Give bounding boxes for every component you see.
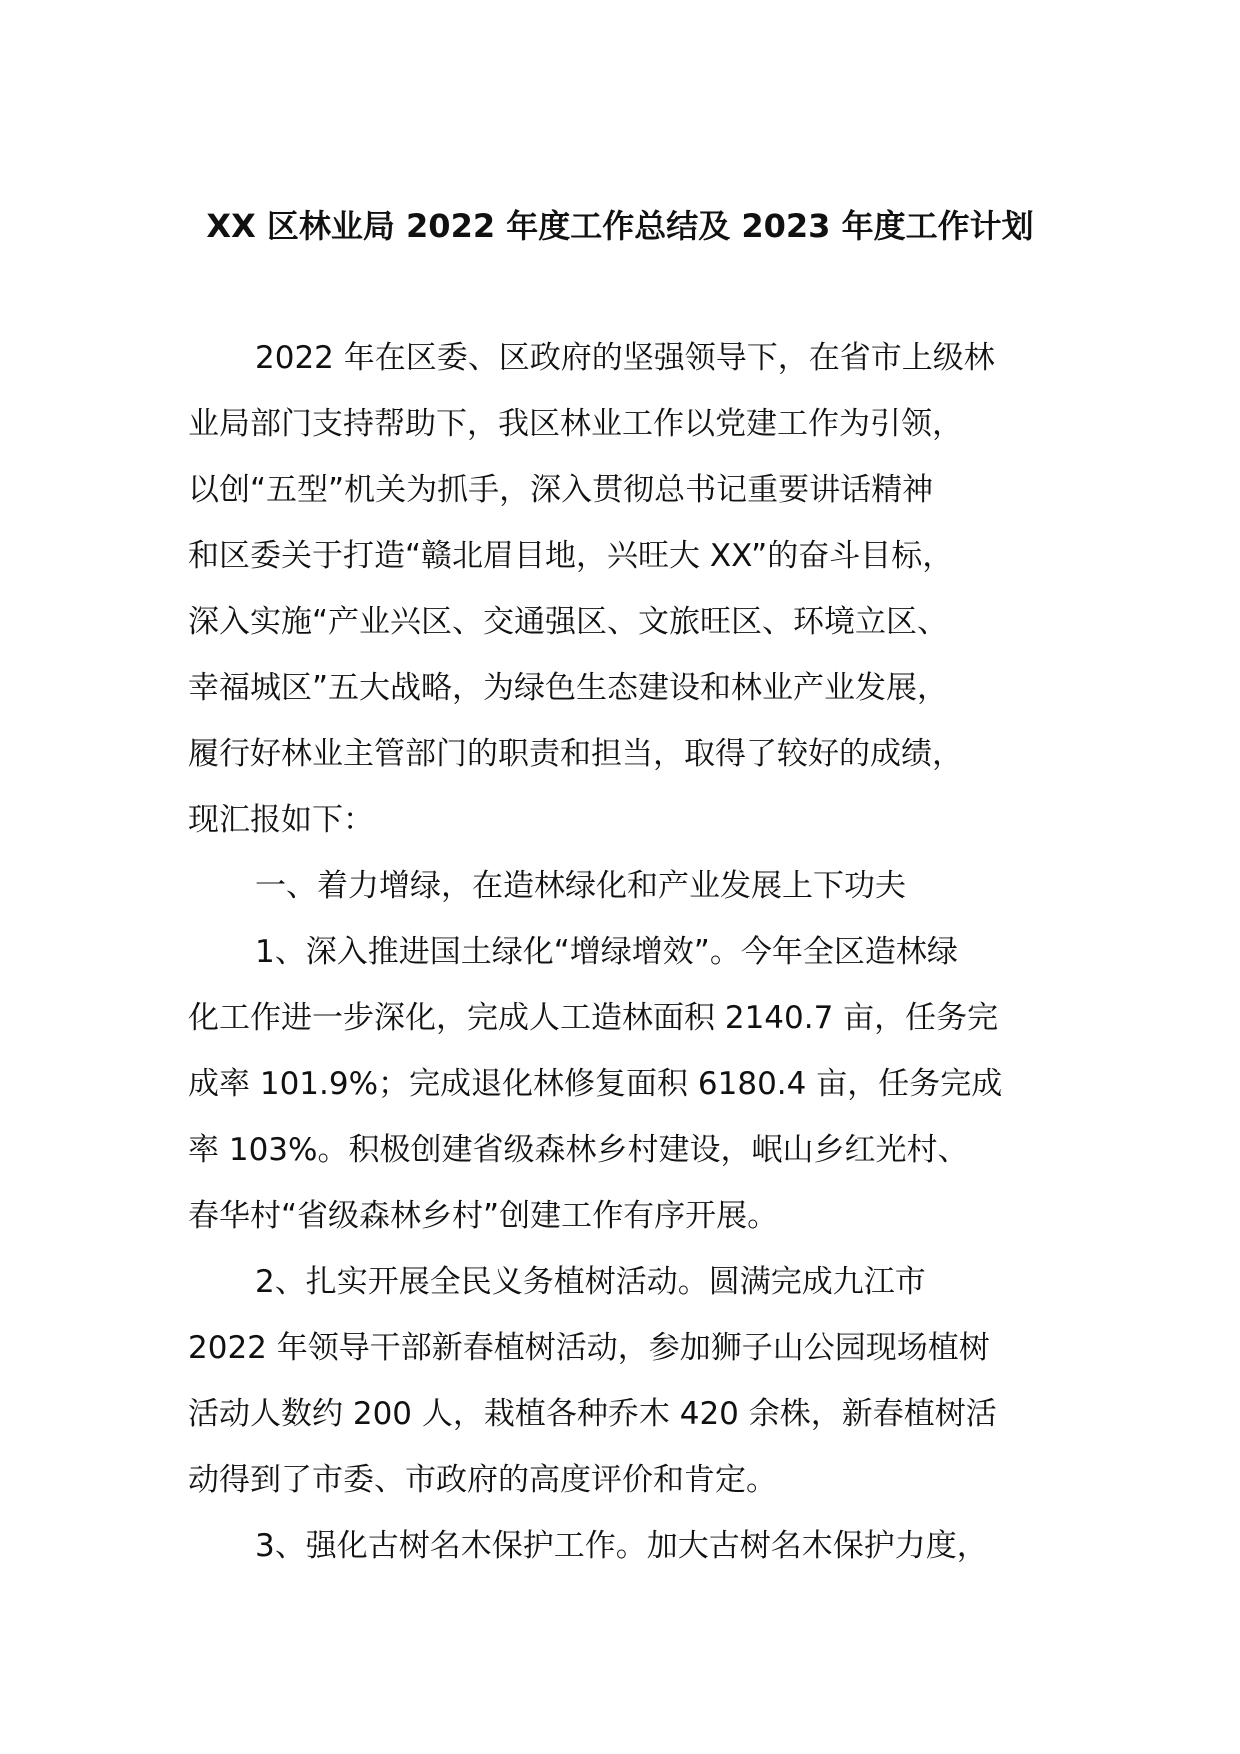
paragraph-line: 幸福城区”五大战略，为绿色生态建设和林业产业发展， bbox=[188, 670, 949, 706]
paragraph-line: 现汇报如下： bbox=[188, 802, 374, 838]
paragraph-line: 化工作进一步深化，完成人工造林面积 2140.7 亩，任务完 bbox=[188, 1000, 999, 1036]
paragraph-line: 2022 年在区委、区政府的坚强领导下，在省市上级林 bbox=[255, 340, 995, 376]
paragraph-line: 2022 年领导干部新春植树活动，参加狮子山公园现场植树 bbox=[188, 1330, 990, 1366]
paragraph-line: 成率 101.9%；完成退化林修复面积 6180.4 亩，任务完成 bbox=[188, 1066, 1003, 1102]
paragraph-line: 深入实施“产业兴区、交通强区、文旅旺区、环境立区、 bbox=[188, 604, 949, 640]
paragraph-line: 2、扎实开展全民义务植树活动。圆满完成九江市 bbox=[255, 1264, 926, 1300]
paragraph-line: 春华村“省级森林乡村”创建工作有序开展。 bbox=[188, 1198, 779, 1234]
section-heading: 一、着力增绿，在造林绿化和产业发展上下功夫 bbox=[255, 868, 906, 904]
paragraph-line: 和区委关于打造“赣北眉目地，兴旺大 XX”的奋斗目标， bbox=[188, 538, 954, 574]
paragraph-line: 活动人数约 200 人，栽植各种乔木 420 余株，新春植树活 bbox=[188, 1396, 997, 1432]
document-body bbox=[188, 325, 1058, 1579]
paragraph-line: 3、强化古树名木保护工作。加大古树名木保护力度， bbox=[255, 1528, 988, 1564]
paragraph-line: 率 103%。积极创建省级森林乡村建设，岷山乡红光村、 bbox=[188, 1132, 969, 1168]
paragraph-line: 业局部门支持帮助下，我区林业工作以党建工作为引领， bbox=[188, 406, 963, 442]
paragraph-line: 以创“五型”机关为抓手，深入贯彻总书记重要讲话精神 bbox=[188, 472, 934, 508]
document-title: XX 区林业局 2022 年度工作总结及 2023 年度工作计划 bbox=[206, 207, 1034, 245]
paragraph-line: 履行好林业主管部门的职责和担当，取得了较好的成绩， bbox=[188, 736, 963, 772]
paragraph-line: 1、深入推进国土绿化“增绿增效”。今年全区造林绿 bbox=[255, 934, 958, 970]
paragraph-line: 动得到了市委、市政府的高度评价和肯定。 bbox=[188, 1462, 777, 1498]
